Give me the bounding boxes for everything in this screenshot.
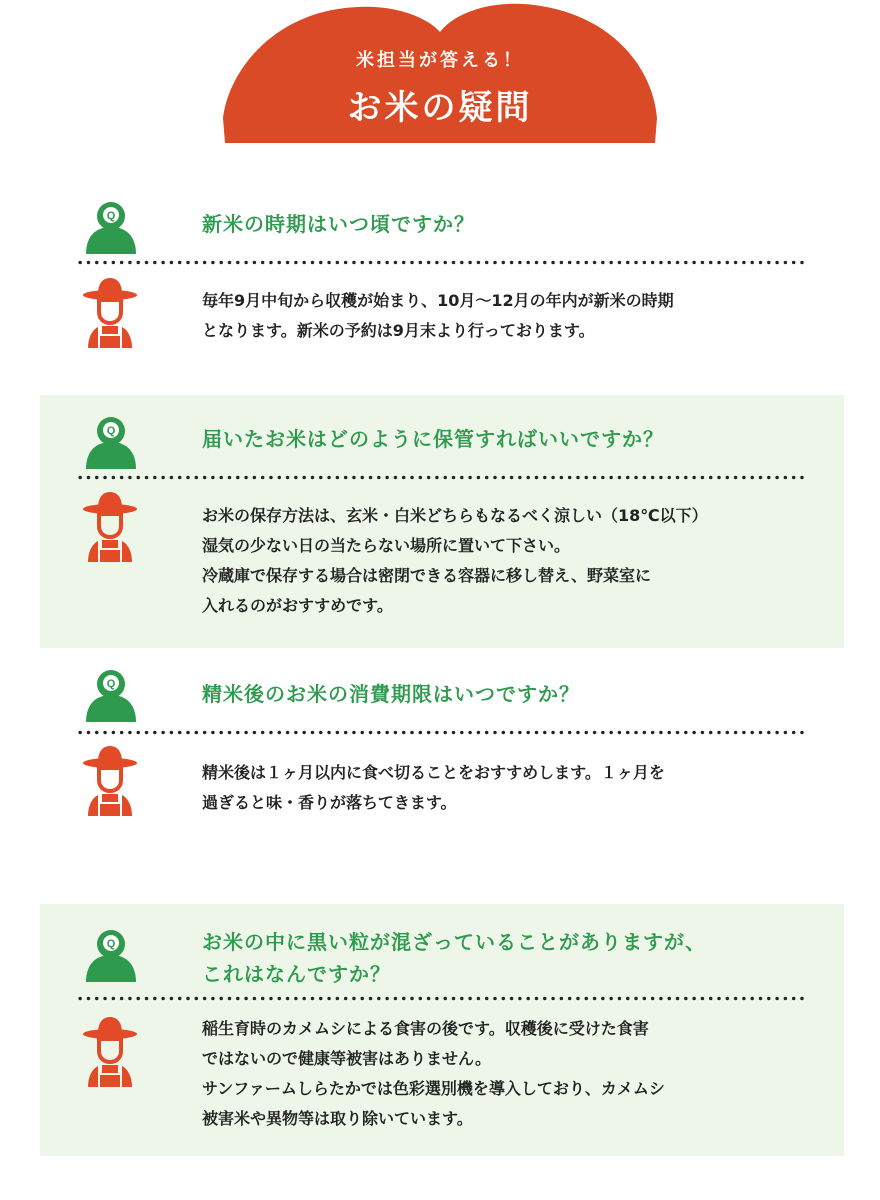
question-text xyxy=(202,926,706,990)
question-text: 新米の時期はいつ頃ですか？ xyxy=(202,212,475,236)
right-slash-marks-icon xyxy=(223,0,253,44)
header-banner xyxy=(223,0,657,145)
answer-line: お米の保存方法は、玄米・白米どちらもなるべく涼しい（18℃以下） xyxy=(202,506,708,525)
answer-line: 過ぎると味・香りが落ちてきます。 xyxy=(202,793,457,812)
question-person-icon xyxy=(86,200,136,254)
faq-item xyxy=(40,395,844,648)
dotted-divider xyxy=(76,730,808,735)
dotted-divider xyxy=(76,260,808,265)
answer-line: サンファームしらたかでは色彩選別機を導入しており、カメムシ xyxy=(202,1079,665,1098)
header-title: お米の疑問 xyxy=(347,88,533,128)
faq-item xyxy=(40,648,844,848)
faq-item xyxy=(40,180,844,370)
farmer-icon xyxy=(82,1017,138,1087)
header-subtitle: 米担当が答える！ xyxy=(356,50,524,71)
answer-line: ではないので健康等被害はありません。 xyxy=(202,1049,491,1068)
answer-line: となります。新米の予約は9月末より行っております。 xyxy=(202,321,595,340)
farmer-icon xyxy=(82,746,138,816)
answer-text xyxy=(202,758,665,818)
answer-line: 毎年9月中旬から収穫が始まり、10月～12月の年内が新米の時期 xyxy=(202,291,674,310)
svg-text:Q: Q xyxy=(106,210,116,222)
faq-item xyxy=(40,904,844,1156)
question-line: お米の中に黒い粒が混ざっていることがありますが、 xyxy=(202,930,706,954)
svg-text:Q: Q xyxy=(106,425,116,437)
question-person-icon xyxy=(86,415,136,469)
answer-text xyxy=(202,286,674,346)
answer-line: 被害米や異物等は取り除いています。 xyxy=(202,1109,473,1128)
question-person-icon xyxy=(86,928,136,982)
answer-line: 稲生育時のカメムシによる食害の後です。収穫後に受けた食害 xyxy=(202,1019,649,1038)
dotted-divider xyxy=(76,996,808,1001)
svg-text:Q: Q xyxy=(106,938,116,950)
answer-text xyxy=(202,1014,665,1134)
answer-line: 湿気の少ない日の当たらない場所に置いて下さい。 xyxy=(202,536,571,555)
question-text: 届いたお米はどのように保管すればいいですか？ xyxy=(202,427,664,451)
answer-line: 入れるのがおすすめです。 xyxy=(202,596,393,615)
farmer-icon xyxy=(82,492,138,562)
question-line: これはなんですか？ xyxy=(202,962,391,986)
question-text: 精米後のお米の消費期限はいつですか？ xyxy=(202,682,580,706)
answer-text xyxy=(202,501,708,621)
question-person-icon xyxy=(86,668,136,722)
answer-line: 冷蔵庫で保存する場合は密閉できる容器に移し替え、野菜室に xyxy=(202,566,651,585)
svg-text:Q: Q xyxy=(106,678,116,690)
answer-line: 精米後は１ヶ月以内に食べ切ることをおすすめします。１ヶ月を xyxy=(202,763,665,782)
farmer-icon xyxy=(82,278,138,348)
dotted-divider xyxy=(76,475,808,480)
